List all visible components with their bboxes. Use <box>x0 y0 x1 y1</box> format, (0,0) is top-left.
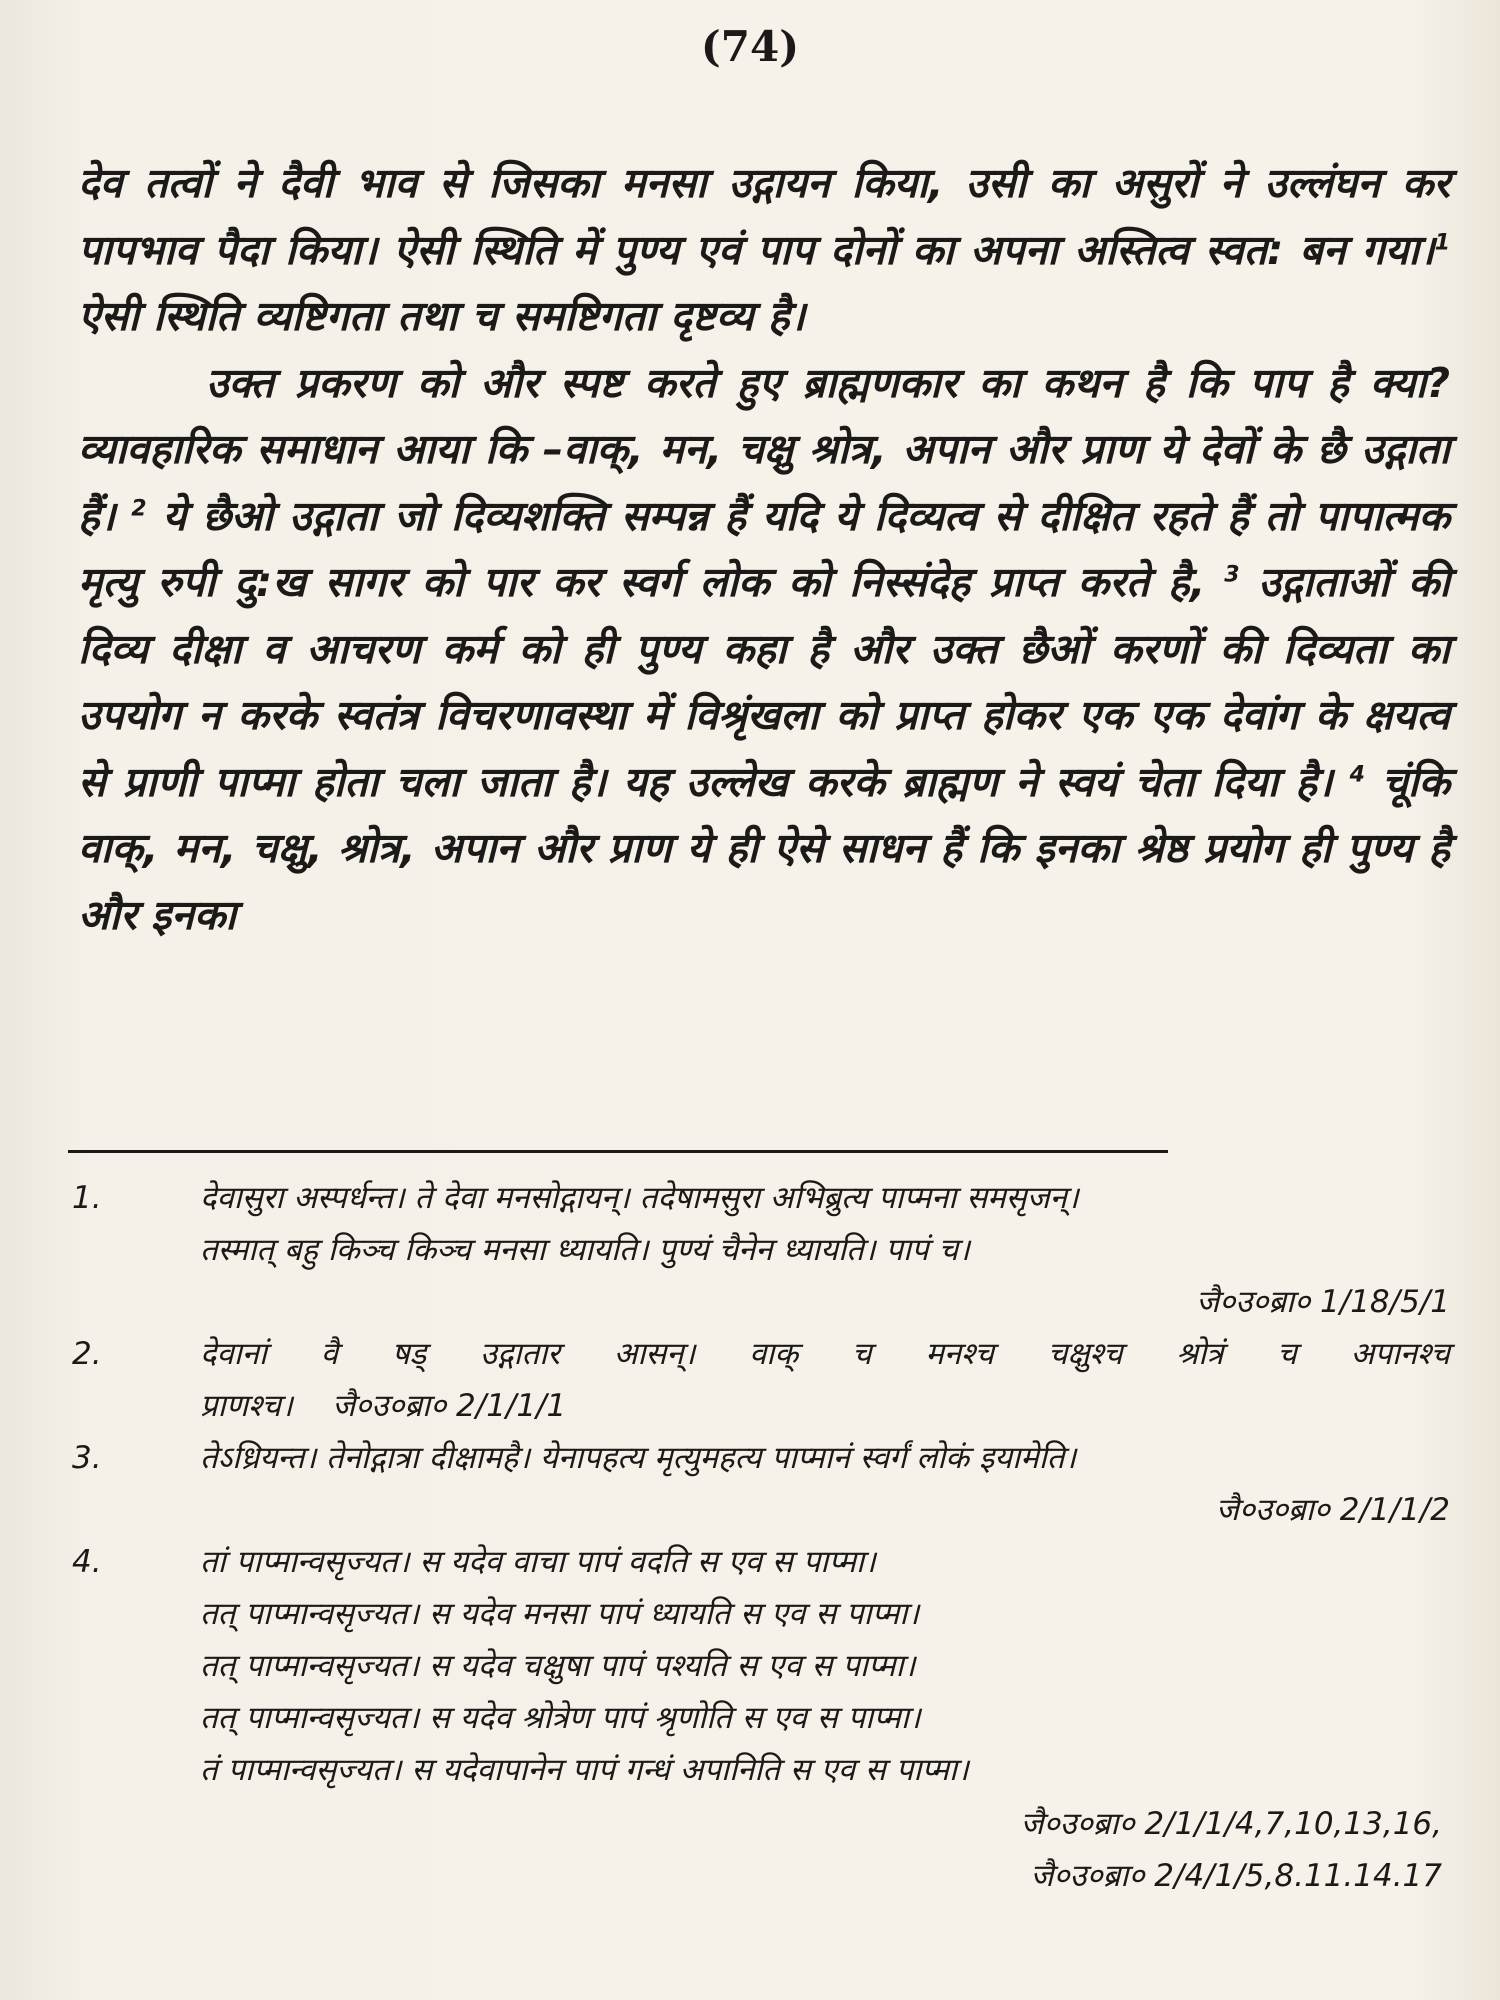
footnote-citation: जै०उ०ब्रा० 1/18/5/1 <box>1196 1284 1450 1320</box>
footnote-ref-1: 1 <box>1434 229 1450 255</box>
footnote-1 <box>72 1172 1450 1328</box>
footnote-line: तत् पाप्मान्वसृज्यत। स यदेव चक्षुषा पापं पश्यति स एव स पाप्मा। <box>200 1648 916 1684</box>
footnote-number: 1. <box>72 1180 102 1216</box>
footnote-number: 3. <box>72 1440 102 1476</box>
footnote-line: देवासुरा अस्पर्धन्त। ते देवा मनसोद्गायन्। तदेषामसुरा अभिब्रुत्य पाप्मना समसृजन्। <box>200 1180 1079 1216</box>
footnote-line: तां पाप्मान्वसृज्यत। स यदेव वाचा पापं वदति स एव स पाप्मा। <box>200 1544 876 1580</box>
footnote-line: तेऽध्रियन्त। तेनोद्गात्रा दीक्षामहै। येनापहत्य मृत्युमहत्य पाप्मानं स्वर्गं लोकं इयामेति। <box>200 1440 1077 1476</box>
footnote-ref-3: 3 <box>1224 562 1240 588</box>
footnote-line: तस्मात् बहु किञ्च किञ्च मनसा ध्यायति। पुण्यं चैनेन ध्यायति। पापं च। <box>200 1232 970 1268</box>
footnote-line: तं पाप्मान्वसृज्यत। स यदेवापानेन पापं गन्धं अपानिति स एव स पाप्मा। <box>200 1752 969 1788</box>
footnote-line: तत् पाप्मान्वसृज्यत। स यदेव श्रोत्रेण पापं श्रृणोति स एव स पाप्मा। <box>200 1700 921 1736</box>
paragraph-1: देव तत्वों ने दैवी भाव से जिसका मनसा उद्गायन किया, उसी का असुरों ने उल्लंघन कर पापभाव पैदा किया। ऐसी स्थिति में पुण्य एवं पाप दोनों का अपना अस्तित्व स्वत: बन गया।$^1$ ऐसी स्थिति व्यष्टिगता तथा च समष्टिगता दृष्टव्य है। <box>78 159 1450 340</box>
footnote-ref-2: 2 <box>131 495 147 521</box>
footnote-line: देवानां वै षड् उद्गातार आसन्। वाक् च मनश्च चक्षुश्च श्रोत्रं च अपानश्च <box>200 1336 1450 1372</box>
footnote-divider <box>68 1150 1168 1153</box>
page-number: (74) <box>700 22 800 71</box>
footnote-3 <box>72 1432 1450 1536</box>
footnote-citation: जै०उ०ब्रा० 2/1/1/2 <box>1215 1492 1450 1528</box>
footnote-2 <box>72 1328 1450 1432</box>
footnote-4 <box>72 1536 1450 1902</box>
paragraph-2: उक्त प्रकरण को और स्पष्ट करते हुए ब्राह्मणकार का कथन है कि पाप है क्या? व्यावहारिक समाधान आया कि –वाक्, मन, चक्षु श्रोत्र, अपान और प्राण ये देवों के छै उद्गाता हैं। $^2$ ये छैओ उद्गाता जो दिव्यशक्ति सम्पन्न हैं यदि ये दिव्यत्व से दीक्षित रहते हैं तो पापात्मक मृत्यु रुपी दु:ख सागर को पार कर स्वर्ग लोक को निस्संदेह प्राप्त करते है, $^3$ उद्गाताओं की दिव्य दीक्षा व आचरण कर्म को ही पुण्य कहा है और उक्त छैओं करणों की दिव्यता का उपयोग न करके स्वतंत्र विचरणावस्था में विश्रृंखला को प्राप्त होकर एक एक देवांग के क्षयत्व से प्राणी पाप्मा होता चला जाता है। यह उल्लेख करके ब्राह्मण ने स्वयं चेता दिया है। $^4$ चूंकि वाक्, मन, चक्षु, श्रोत्र, अपान और प्राण ये ही ऐसे साधन हैं कि इनका श्रेष्ठ प्रयोग ही पुण्य है और इनका <box>78 358 1451 939</box>
footnote-citation: जै०उ०ब्रा० 2/1/1/4,7,10,13,16, जै०उ०ब्रा० 2/4/1/5,8.11.14.17 <box>1020 1806 1442 1894</box>
footnote-line: तत् पाप्मान्वसृज्यत। स यदेव मनसा पापं ध्यायति स एव स पाप्मा। <box>200 1596 920 1632</box>
footnotes <box>72 1172 1450 1902</box>
footnote-number: 2. <box>72 1336 102 1372</box>
footnote-line: प्राणश्च। जै०उ०ब्रा० 2/1/1/1 <box>200 1388 567 1424</box>
footnote-ref-4: 4 <box>1349 761 1365 787</box>
footnote-number: 4. <box>72 1544 102 1580</box>
main-text <box>78 150 1450 948</box>
